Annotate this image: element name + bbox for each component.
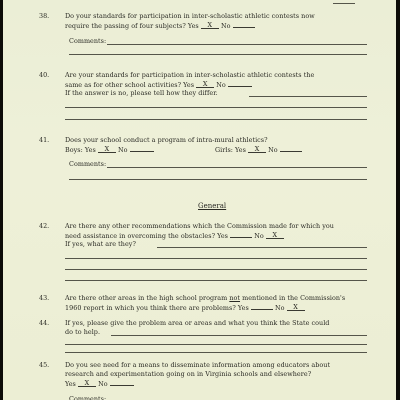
- q40-text-line3: If the answer is no, please tell how they differ.: [65, 89, 218, 97]
- q44-answer-line[interactable]: [65, 352, 367, 353]
- q42-text-line3: If yes, what are they?: [65, 240, 136, 248]
- q44-text-line1: If yes, please give the problem area or areas and what you think the State could: [65, 319, 330, 327]
- q43-text-line2: 1960 report in which you think there are problems? Yes No X: [65, 303, 305, 312]
- q41-comments-label: Comments:: [69, 160, 107, 168]
- q40-number: 40.: [39, 71, 50, 79]
- q44-answer-line[interactable]: [65, 344, 367, 345]
- q41-comment-line[interactable]: [69, 179, 367, 180]
- q40-text-line1: Are your standards for participation in inter-scholastic athletic contests the: [65, 71, 315, 79]
- q45-text-line2: research and experimentation going on in Virginia schools and elsewhere?: [65, 370, 312, 378]
- q41-text-line1: Does your school conduct a program of intra-mural athletics?: [65, 136, 268, 144]
- q45-text-line1: Do you see need for a means to disseminate information among educators about: [65, 361, 331, 369]
- q44-text-line2: do to help.: [65, 328, 101, 336]
- q38-text-line1: Do your standards for participation in inter-scholastic athletic contests now: [65, 12, 315, 20]
- q40-text-line2: same as for other school activities? Yes X No: [65, 80, 252, 89]
- q38-number: 38.: [39, 12, 50, 20]
- q43-number: 43.: [39, 294, 50, 302]
- q44-number: 44.: [39, 319, 50, 327]
- q40-answer-line[interactable]: [65, 107, 367, 108]
- q38-comments-label: Comments:: [69, 37, 107, 45]
- q44-answer-line[interactable]: [111, 335, 367, 336]
- q45-number: 45.: [39, 361, 50, 369]
- q38-comment-line[interactable]: [107, 44, 367, 45]
- q43-text-line1: Are there other areas in the high school program not mentioned in the Commission's: [65, 294, 346, 302]
- q41-boys-row: Boys: Yes X No: [65, 145, 154, 154]
- q42-number: 42.: [39, 222, 50, 230]
- q42-text-line2: need assistance in overcoming the obstacles? Yes No X: [65, 231, 284, 240]
- q38-text-line2: require the passing of four subjects? Yes X No: [65, 21, 255, 30]
- q40-answer-line[interactable]: [65, 119, 367, 120]
- section-heading-general: General: [198, 202, 227, 210]
- q42-answer-line[interactable]: [65, 280, 367, 281]
- q41-girls-row: Girls: Yes X No: [215, 145, 302, 154]
- q45-comments-label: Comments:: [69, 395, 107, 400]
- q42-answer-line[interactable]: [157, 247, 367, 248]
- q41-comment-line[interactable]: [107, 167, 367, 168]
- q42-answer-line[interactable]: [65, 258, 367, 259]
- q45-text-line3: Yes X No: [65, 379, 134, 388]
- q42-text-line1: Are there any other recommendations which the Commission made for which you: [65, 222, 334, 230]
- q40-answer-line[interactable]: [249, 96, 367, 97]
- q41-number: 41.: [39, 136, 50, 144]
- cut-off-answer-line: [333, 3, 355, 4]
- q38-comment-line[interactable]: [69, 54, 367, 55]
- questionnaire-page: [3, 0, 396, 400]
- q42-answer-line[interactable]: [65, 269, 367, 270]
